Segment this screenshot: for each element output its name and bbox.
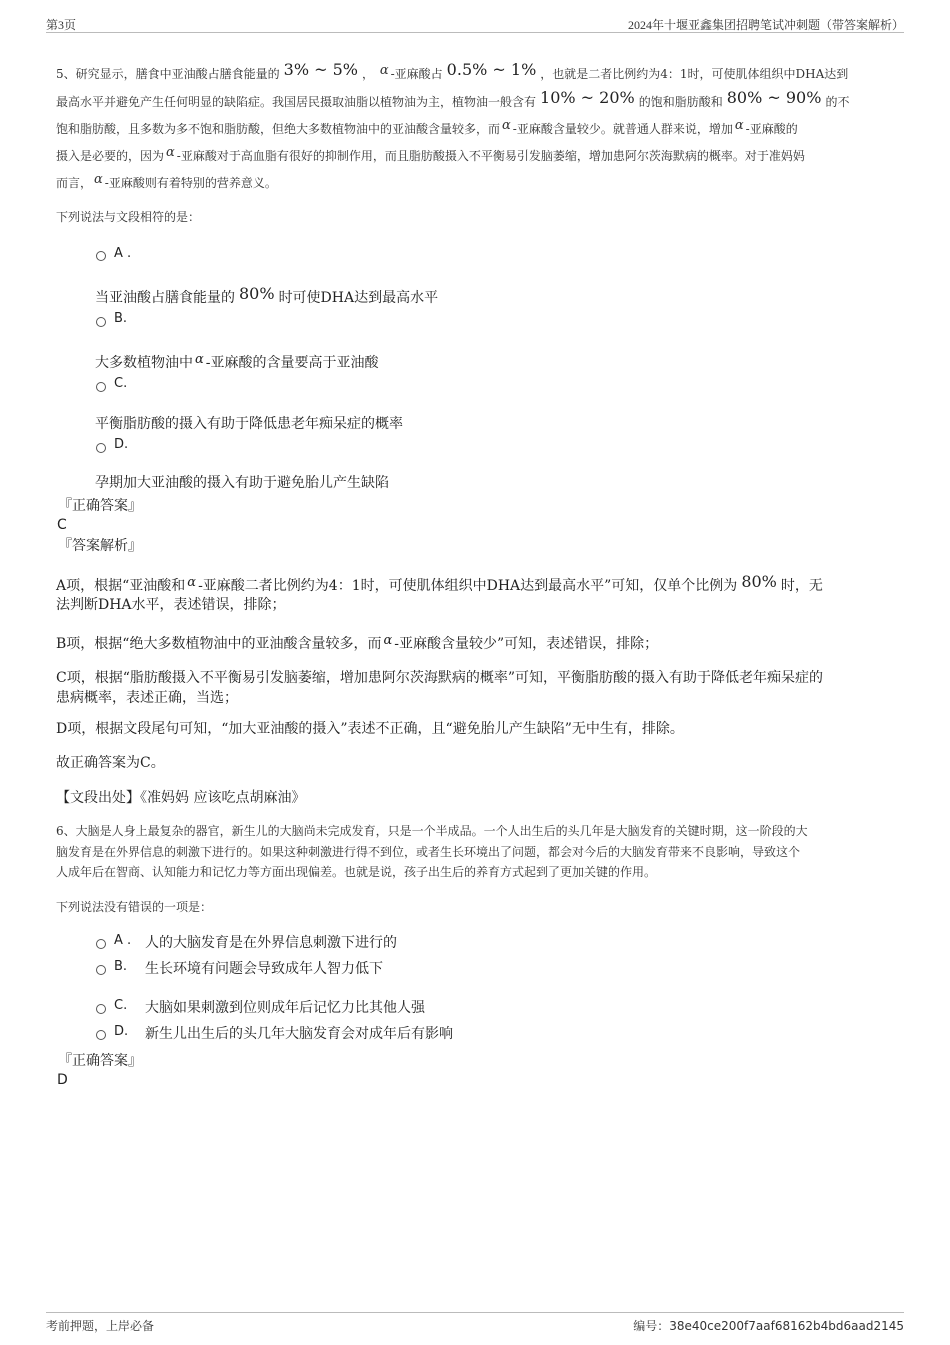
option-label: C.: [114, 998, 128, 1013]
option-label: D.: [114, 437, 129, 452]
alpha-symbol: α: [734, 118, 744, 133]
alpha-symbol: α: [502, 118, 511, 133]
math-range: 3% ~ 5%: [283, 60, 358, 79]
option-label: C.: [114, 376, 128, 391]
page-number: 第3页: [46, 18, 77, 32]
radio-button[interactable]: [96, 443, 106, 453]
q5-stem-text: 摄入是必要的，因为: [56, 149, 165, 163]
option-label: D.: [114, 1024, 129, 1039]
q6-prompt: 下列说法没有错误的一项是：: [56, 900, 213, 914]
analysis-b: [56, 634, 658, 655]
analysis-text: 法判断DHA水平，表述错误，排除；: [56, 597, 286, 613]
analysis-text: A项，根据“亚油酸和: [56, 578, 186, 594]
math-range: 10% ~ 20%: [540, 88, 635, 107]
q5-stem-text: 的饱和脂肪酸和: [638, 95, 723, 109]
page-footer: [46, 1312, 904, 1333]
q5-stem-text: 而言，: [56, 176, 93, 190]
alpha-symbol: α: [379, 63, 389, 78]
option-text: 生长环境有问题会导致成年人智力低下: [145, 961, 383, 977]
option-label: A .: [114, 933, 132, 948]
analysis-conclusion: 故正确答案为C。: [56, 755, 165, 771]
radio-button[interactable]: [96, 317, 106, 327]
option-label: B.: [114, 311, 128, 326]
answer-heading: 『正确答案』: [58, 498, 142, 514]
q5-stem-text: -亚麻酸则有着特别的营养意义。: [104, 176, 277, 190]
source-label: 【文段出处】: [56, 790, 140, 806]
q5-stem-text: 饱和脂肪酸，且多数为多不饱和脂肪酸，但绝大多数植物油中的亚油酸含量较多，而: [56, 122, 501, 136]
radio-button[interactable]: [96, 1030, 106, 1040]
radio-button[interactable]: [96, 251, 106, 261]
radio-button[interactable]: [96, 1004, 106, 1014]
answer-value: D: [57, 1072, 68, 1088]
q5-stem-text: ，: [361, 67, 374, 81]
q6-stem-line: 人成年后在智商、认知能力和记忆力等方面出现偏差。也就是说，孩子出生后的养育方式起到了更加关键的作用。: [56, 865, 657, 879]
q5-stem-text: ，也就是二者比例约为4：1时，可使肌体组织中DHA达到: [540, 67, 849, 81]
math-value: 80%: [741, 572, 777, 591]
option-text: 人的大脑发育是在外界信息刺激下进行的: [145, 935, 397, 951]
math-range: 80% ~ 90%: [726, 88, 822, 107]
analysis-text: -亚麻酸二者比例约为4：1时，可使肌体组织中DHA达到最高水平”可知，仅单个比例为: [198, 578, 738, 594]
q5-stem-text: -亚麻酸占: [390, 67, 443, 81]
alpha-symbol: α: [383, 633, 393, 648]
document-title: 2024年十堰亚鑫集团招聘笔试冲刺题（带答案解析）: [627, 18, 904, 32]
code-value: 38e40ce200f7aaf68162b4bd6aad2145: [669, 1319, 904, 1333]
option-text: 时可使DHA达到最高水平: [278, 290, 439, 306]
q5-stem-text: 5、研究显示，膳食中亚油酸占膳食能量的: [56, 67, 280, 81]
option-label: A .: [114, 246, 132, 261]
answer-value: C: [57, 517, 67, 533]
q5-stem-text: 最高水平并避免产生任何明显的缺陷症。我国居民摄取油脂以植物油为主，植物油一般含有: [56, 95, 537, 109]
q5-stem-text: 的不: [825, 95, 850, 109]
option-text: 新生儿出生后的头几年大脑发育会对成年后有影响: [145, 1026, 453, 1042]
option-text: 当亚油酸占膳食能量的: [95, 290, 235, 306]
analysis-text: C项，根据“脂肪酸摄入不平衡易引发脑萎缩，增加患阿尔茨海默病的概率”可知，平衡脂肪酸的摄入有助于降低老年痴呆症的: [56, 670, 824, 686]
source-title: 《准妈妈 应该吃点胡麻油》: [140, 790, 306, 806]
analysis-text: 患病概率，表述正确，当选；: [56, 690, 238, 706]
q6-stem-line: 脑发育是在外界信息的刺激下进行的。如果这种刺激进行得不到位，或者生长环境出了问题，都会对今后的大脑发育带来不良影响，导致这个: [56, 845, 801, 859]
analysis-d: D项，根据文段尾句可知，“加大亚油酸的摄入”表述不正确，且“避免胎儿产生缺陷”无中生有，排除。: [56, 721, 684, 737]
text-source: [56, 788, 305, 808]
document-code: [633, 1317, 904, 1334]
option-label: B.: [114, 959, 128, 974]
q5-prompt: 下列说法与文段相符的是：: [56, 210, 201, 224]
option-text: 孕期加大亚油酸的摄入有助于避免胎儿产生缺陷: [95, 475, 389, 491]
q5-stem-text: -亚麻酸的: [745, 122, 798, 136]
alpha-symbol: α: [166, 145, 175, 160]
option-text: 大多数植物油中: [95, 355, 193, 371]
q5-stem-text: -亚麻酸对于高血脂有很好的抑制作用，而且脂肪酸摄入不平衡易引发脑萎缩，增加患阿尔茨海默病的概率。对于准妈妈: [176, 149, 805, 163]
math-value: 80%: [239, 284, 275, 303]
analysis-text: -亚麻酸含量较少”可知，表述错误，排除；: [394, 636, 659, 652]
answer-heading: 『正确答案』: [58, 1053, 142, 1069]
alpha-symbol: α: [195, 352, 204, 367]
code-label: 编号：: [633, 1319, 670, 1333]
q5-stem-text: -亚麻酸含量较少。就普通人群来说，增加: [512, 122, 733, 136]
radio-button[interactable]: [96, 939, 106, 949]
analysis-heading: 『答案解析』: [58, 538, 142, 554]
option-text: 平衡脂肪酸的摄入有助于降低患老年痴呆症的概率: [95, 416, 403, 432]
radio-button[interactable]: [96, 382, 106, 392]
page-header: [46, 16, 904, 33]
radio-button[interactable]: [96, 965, 106, 975]
alpha-symbol: α: [187, 575, 197, 590]
q6-stem-line: 6、大脑是人身上最复杂的器官，新生儿的大脑尚未完成发育，只是一个半成品。一个人出生后的头几年是大脑发育的关键时期，这一阶段的大: [56, 824, 808, 838]
analysis-text: 时，无: [780, 578, 823, 594]
alpha-symbol: α: [94, 172, 103, 187]
analysis-text: B项，根据“绝大多数植物油中的亚油酸含量较多，而: [56, 636, 382, 652]
math-range: 0.5% ~ 1%: [446, 60, 537, 79]
option-text: -亚麻酸的含量要高于亚油酸: [205, 355, 379, 371]
option-text: 大脑如果刺激到位则成年后记忆力比其他人强: [145, 1000, 425, 1016]
footer-slogan: 考前押题，上岸必备: [46, 1319, 155, 1333]
